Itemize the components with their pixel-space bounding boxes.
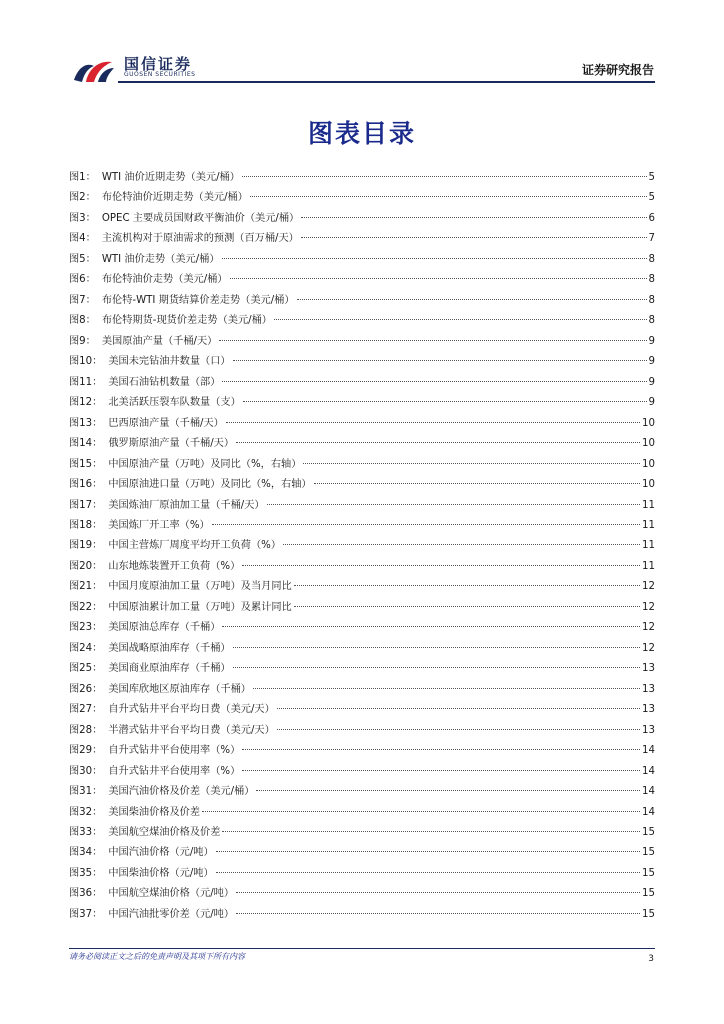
toc-entry-title: 美国原油产量（千桶/天）: [101, 335, 218, 347]
toc-entry-title: 布伦特油价近期走势（美元/桶）: [101, 192, 248, 204]
toc-entry-label: 图31：: [69, 786, 103, 798]
toc-entry-title: 巴西原油产量（千桶/天）: [108, 417, 224, 429]
toc-entry-label: 图17：: [69, 499, 103, 511]
toc-entry-page: 14: [642, 806, 655, 818]
toc-entry-label: 图33：: [69, 827, 103, 838]
toc-dot-leader: [233, 647, 640, 648]
toc-entry-page: 10: [642, 417, 655, 429]
toc-entry-page: 10: [642, 438, 655, 450]
toc-entry-title: 中国月度原油加工量（万吨）及当月同比: [108, 581, 292, 593]
toc-entry-page: 9: [648, 397, 655, 409]
toc-entry-page: 10: [642, 479, 655, 491]
toc-entry-page: 13: [642, 663, 655, 675]
toc-entry[interactable]: [69, 352, 655, 372]
toc-entry-page: 5: [648, 172, 655, 183]
toc-entry-label: 图14：: [69, 438, 103, 450]
toc-entry-page: 7: [648, 233, 655, 245]
toc-entry-page: 14: [642, 745, 655, 757]
toc-entry-label: 图11：: [69, 376, 103, 388]
footer-divider: [69, 948, 655, 949]
toc-dot-leader: [277, 729, 640, 730]
toc-entry[interactable]: [69, 475, 655, 495]
page-title: 图表目录: [307, 119, 416, 148]
toc-entry-page: 12: [642, 622, 655, 634]
toc-dot-leader: [242, 565, 640, 566]
toc-dot-leader: [243, 401, 647, 402]
toc-dot-leader: [301, 217, 646, 218]
toc-entry-page: 15: [642, 888, 655, 900]
toc-entry-label: 图12：: [69, 397, 103, 409]
toc-dot-leader: [216, 851, 640, 852]
toc-entry[interactable]: [69, 455, 655, 475]
toc-dot-leader: [274, 319, 647, 320]
toc-entry-title: 自升式钻井平台使用率（%）: [108, 745, 241, 757]
toc-entry[interactable]: [69, 680, 655, 700]
footer-disclaimer: 请务必阅读正文之后的免责声明及其项下所有内容: [69, 952, 245, 961]
toc-dot-leader: [294, 606, 640, 607]
toc-entry-label: 图32：: [69, 806, 103, 818]
toc-dot-leader: [283, 544, 640, 545]
toc-entry-title: 美国炼油厂原油加工量（千桶/天）: [108, 499, 265, 511]
brand-name: 国信证券: [124, 55, 193, 73]
toc-entry[interactable]: [69, 250, 655, 270]
toc-entry-label: 图9：: [69, 335, 96, 347]
toc-entry-title: 美国库欣地区原油库存（千桶）: [108, 683, 251, 695]
toc-entry-page: 8: [648, 274, 655, 286]
toc-entry-label: 图18：: [69, 519, 103, 531]
toc-entry-title: 中国柴油价格（元/吨）: [108, 867, 214, 879]
toc-entry-page: 15: [642, 827, 655, 838]
toc-entry-label: 图16：: [69, 479, 103, 491]
toc-dot-leader: [222, 381, 646, 382]
toc-dot-leader: [216, 872, 640, 873]
toc-entry[interactable]: [69, 639, 655, 659]
toc-dot-leader: [222, 626, 640, 627]
toc-entry-page: 12: [642, 601, 655, 613]
toc-entry-page: 8: [648, 253, 655, 265]
toc-entry-title: 布伦特-WTI 期货结算价差走势（美元/桶）: [101, 294, 295, 306]
toc-entry-page: 9: [648, 356, 655, 368]
toc-entry[interactable]: [69, 721, 655, 741]
toc-entry-page: 14: [642, 765, 655, 777]
toc-entry-title: 美国未完钻油井数量（口）: [108, 356, 231, 368]
toc-entry-label: 图5：: [69, 253, 96, 265]
toc-entry-page: 9: [648, 335, 655, 347]
toc-dot-leader: [294, 585, 640, 586]
toc-entry-title: 中国原油产量（万吨）及同比（%，右轴）: [108, 458, 302, 470]
toc-entry[interactable]: [69, 434, 655, 454]
toc-entry-page: 9: [648, 376, 655, 388]
toc-entry-label: 图23：: [69, 622, 103, 634]
toc-entry-title: WTI 油价近期走势（美元/桶）: [101, 172, 240, 183]
toc-entry-page: 15: [642, 867, 655, 879]
toc-entry[interactable]: [69, 598, 655, 618]
toc-entry-label: 图20：: [69, 560, 103, 572]
toc-entry-page: 15: [642, 847, 655, 859]
toc-dot-leader: [314, 483, 640, 484]
toc-dot-leader: [256, 790, 640, 791]
toc-entry[interactable]: [69, 209, 655, 229]
toc-dot-leader: [230, 278, 647, 279]
toc-entry[interactable]: [69, 803, 655, 823]
guosen-logo-icon: [72, 52, 116, 84]
toc-entry-title: 山东地炼装置开工负荷（%）: [108, 560, 241, 572]
toc-entry-title: 美国航空煤油价格及价差: [108, 827, 221, 838]
toc-entry-page: 8: [648, 315, 655, 327]
toc-entry-page: 11: [642, 519, 655, 531]
toc-entry[interactable]: [69, 905, 655, 925]
toc-dot-leader: [212, 524, 640, 525]
toc-dot-leader: [301, 237, 647, 238]
toc-entry-label: 图34：: [69, 847, 103, 859]
toc-entry-page: 13: [642, 704, 655, 716]
toc-entry-label: 图2：: [69, 192, 96, 204]
toc-entry-label: 图28：: [69, 724, 103, 736]
toc-entry[interactable]: [69, 373, 655, 393]
toc-entry-label: 图27：: [69, 704, 103, 716]
toc-entry-label: 图6：: [69, 274, 96, 286]
toc-entry-label: 图22：: [69, 601, 103, 613]
toc-dot-leader: [222, 831, 640, 832]
toc-entry-page: 12: [642, 581, 655, 593]
toc-entry-page: 11: [642, 499, 655, 511]
toc-entry-title: 中国原油进口量（万吨）及同比（%，右轴）: [108, 479, 312, 491]
toc-entry-title: 美国石油钻机数量（部）: [108, 376, 221, 388]
toc-dot-leader: [219, 340, 646, 341]
toc-entry-page: 10: [642, 458, 655, 470]
toc-entry-title: 自升式钻井平台使用率（%）: [108, 765, 241, 777]
toc-entry-label: 图3：: [69, 212, 96, 224]
toc-entry[interactable]: [69, 414, 655, 434]
toc-entry[interactable]: [69, 393, 655, 413]
toc-entry-title: WTI 油价走势（美元/桶）: [101, 253, 220, 265]
toc-entry-page: 13: [642, 724, 655, 736]
toc-entry[interactable]: [69, 823, 655, 843]
toc-entry-title: 北美活跃压裂车队数量（支）: [108, 397, 241, 409]
toc-entry[interactable]: [69, 332, 655, 352]
toc-entry-title: 中国原油累计加工量（万吨）及累计同比: [108, 601, 292, 613]
toc-dot-leader: [236, 913, 640, 914]
toc-entry-label: 图1：: [69, 172, 96, 183]
toc-dot-leader: [303, 463, 640, 464]
toc-entry-title: 俄罗斯原油产量（千桶/天）: [108, 438, 235, 450]
toc-dot-leader: [202, 811, 640, 812]
toc-entry-title: 美国柴油价格及价差: [108, 806, 201, 818]
toc-entry-title: 主流机构对于原油需求的预测（百万桶/天）: [101, 233, 299, 245]
toc-dot-leader: [267, 504, 640, 505]
toc-entry-title: 美国战略原油库存（千桶）: [108, 642, 231, 654]
toc-entry[interactable]: [69, 843, 655, 863]
toc-entry-label: 图37：: [69, 908, 103, 920]
toc-dot-leader: [297, 299, 647, 300]
toc-entry-title: 美国汽油价格及价差（美元/桶）: [108, 786, 255, 798]
toc-entry-title: 布伦特油价走势（美元/桶）: [101, 274, 228, 286]
toc-entry[interactable]: [69, 291, 655, 311]
toc-entry[interactable]: [69, 557, 655, 577]
toc-entry[interactable]: [69, 270, 655, 290]
toc-entry[interactable]: [69, 577, 655, 597]
toc-entry-title: 中国航空煤油价格（元/吨）: [108, 888, 235, 900]
toc-entry-label: 图25：: [69, 663, 103, 675]
toc-dot-leader: [242, 749, 640, 750]
toc-entry-title: OPEC 主要成员国财政平衡油价（美元/桶）: [101, 212, 300, 224]
toc-entry-label: 图24：: [69, 642, 103, 654]
toc-dot-leader: [242, 770, 640, 771]
toc-entry-title: 中国汽油价格（元/吨）: [108, 847, 214, 859]
toc-entry-page: 14: [642, 786, 655, 798]
toc-entry-label: 图8：: [69, 315, 96, 327]
toc-entry[interactable]: [69, 618, 655, 638]
toc-entry-title: 中国主营炼厂周度平均开工负荷（%）: [108, 540, 282, 552]
toc-entry-title: 中国汽油批零价差（元/吨）: [108, 908, 235, 920]
toc-entry[interactable]: [69, 700, 655, 720]
toc-entry[interactable]: [69, 229, 655, 249]
toc-entry-label: 图7：: [69, 294, 96, 306]
toc-entry[interactable]: [69, 168, 655, 188]
toc-entry[interactable]: [69, 741, 655, 761]
toc-entry-page: 8: [648, 294, 655, 306]
toc-entry-page: 5: [648, 192, 655, 204]
toc-dot-leader: [277, 708, 640, 709]
toc-entry-page: 13: [642, 683, 655, 695]
toc-entry-page: 11: [642, 540, 655, 552]
toc-entry[interactable]: [69, 536, 655, 556]
toc-entry[interactable]: [69, 496, 655, 516]
page-number: 3: [648, 954, 654, 964]
toc-entry[interactable]: [69, 311, 655, 331]
toc-entry-title: 半潜式钻井平台平均日费（美元/天）: [108, 724, 275, 736]
toc-dot-leader: [250, 196, 647, 197]
toc-dot-leader: [222, 258, 647, 259]
toc-entry[interactable]: [69, 762, 655, 782]
toc-entry-label: 图19：: [69, 540, 103, 552]
toc-dot-leader: [233, 360, 647, 361]
figure-table-of-contents: [69, 168, 655, 925]
toc-entry-page: 11: [642, 560, 655, 572]
toc-entry-label: 图26：: [69, 683, 103, 695]
toc-dot-leader: [236, 442, 640, 443]
toc-dot-leader: [236, 892, 640, 893]
toc-entry-label: 图15：: [69, 458, 103, 470]
toc-entry[interactable]: [69, 884, 655, 904]
toc-entry-title: 美国炼厂开工率（%）: [108, 519, 210, 531]
toc-entry-label: 图35：: [69, 867, 103, 879]
toc-entry-label: 图10：: [69, 356, 103, 368]
toc-entry-label: 图36：: [69, 888, 103, 900]
header-divider: [118, 81, 655, 83]
toc-entry-label: 图4：: [69, 233, 96, 245]
toc-entry[interactable]: [69, 516, 655, 536]
toc-dot-leader: [226, 422, 640, 423]
toc-entry-title: 自升式钻井平台平均日费（美元/天）: [108, 704, 275, 716]
toc-entry-page: 6: [648, 212, 655, 224]
toc-entry-page: 12: [642, 642, 655, 654]
toc-entry[interactable]: [69, 188, 655, 208]
toc-entry[interactable]: [69, 782, 655, 802]
toc-entry[interactable]: [69, 659, 655, 679]
toc-entry-title: 布伦特期货-现货价差走势（美元/桶）: [101, 315, 272, 327]
toc-entry-title: 美国原油总库存（千桶）: [108, 622, 221, 634]
page-header: [0, 0, 724, 90]
toc-dot-leader: [253, 688, 640, 689]
toc-dot-leader: [242, 176, 647, 177]
toc-entry-title: 美国商业原油库存（千桶）: [108, 663, 231, 675]
toc-entry-label: 图29：: [69, 745, 103, 757]
report-type-label: 证券研究报告: [581, 63, 654, 77]
toc-entry-label: 图30：: [69, 765, 103, 777]
toc-entry[interactable]: [69, 864, 655, 884]
toc-entry-page: 15: [642, 908, 655, 920]
toc-entry-label: 图21：: [69, 581, 103, 593]
brand-name-english: GUOSEN SECURITIES: [124, 71, 196, 78]
toc-dot-leader: [233, 667, 640, 668]
toc-entry-label: 图13：: [69, 417, 103, 429]
